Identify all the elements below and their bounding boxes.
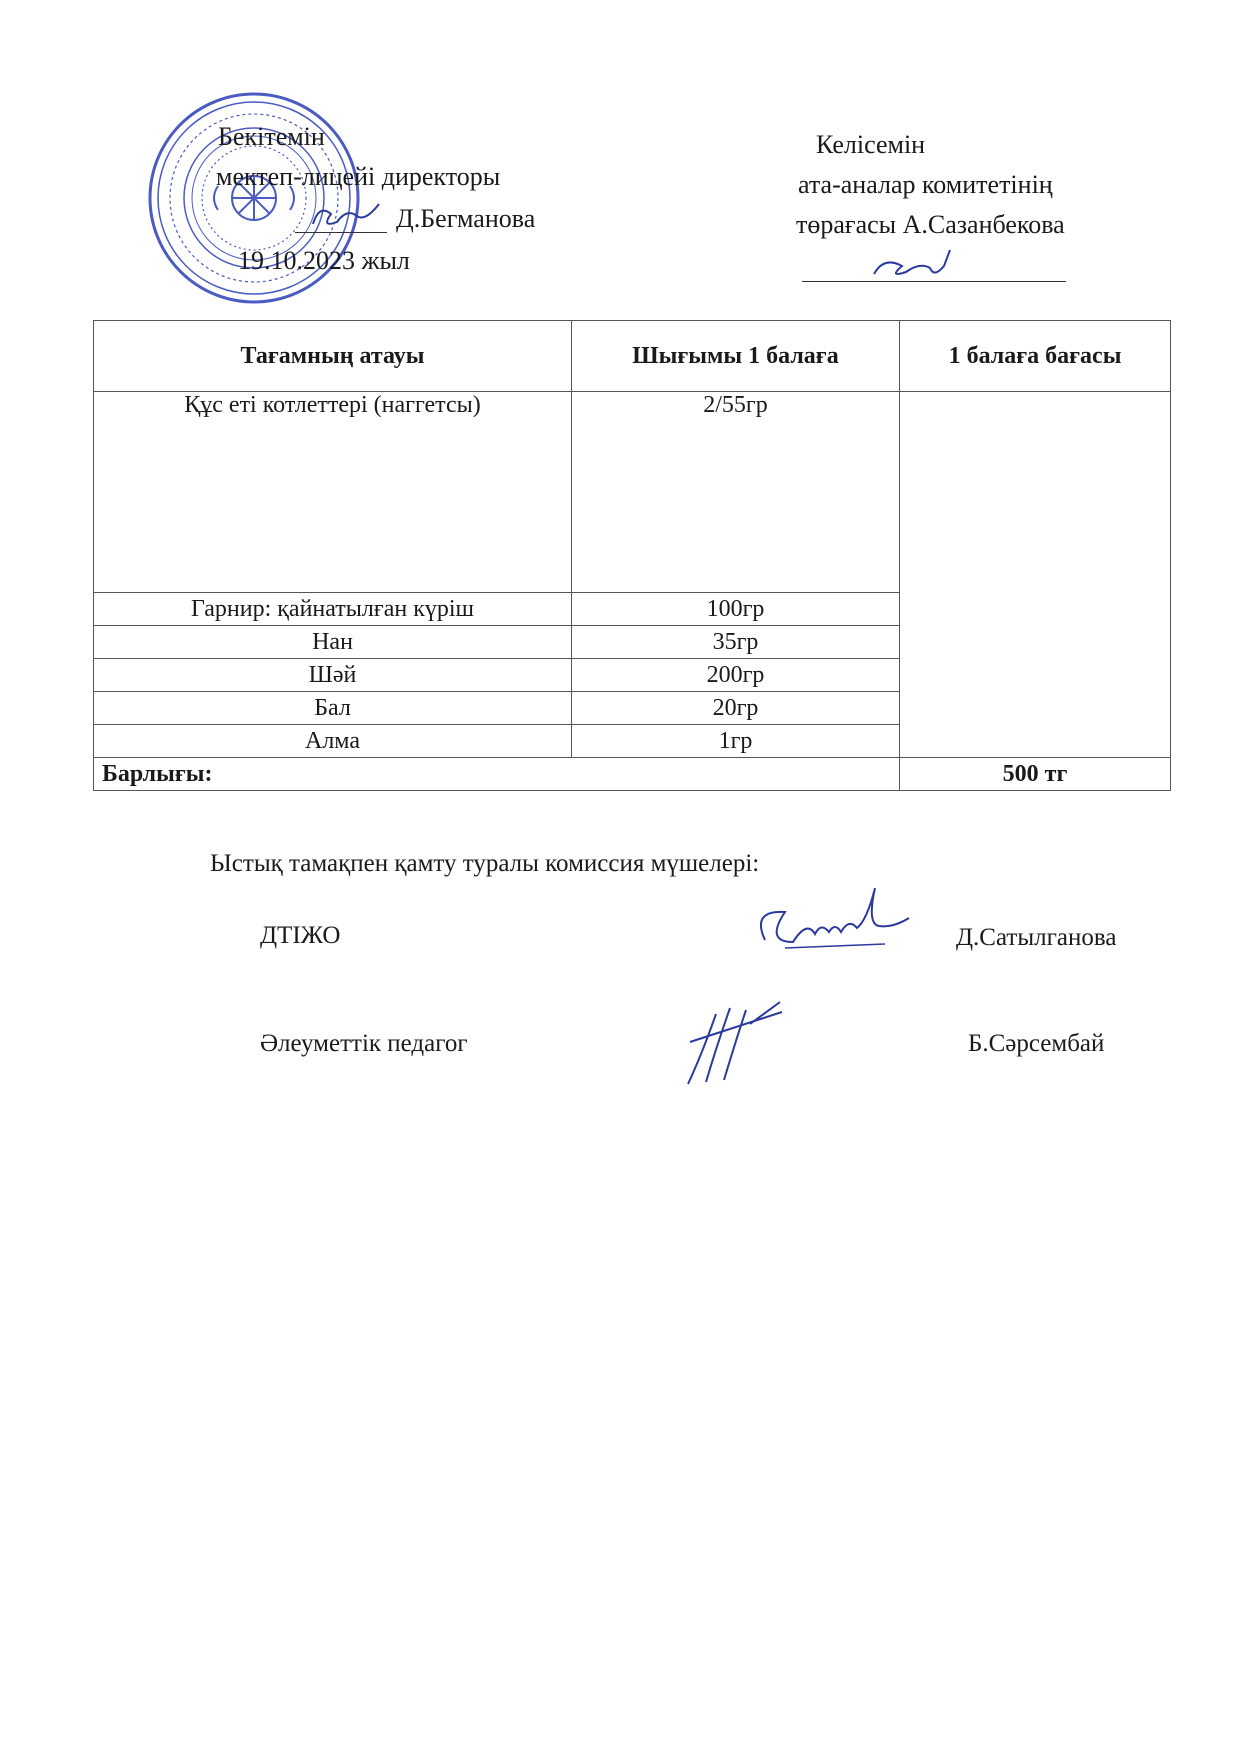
approval-date: 19.10.2023 жыл <box>238 246 410 275</box>
price-cell <box>900 392 1171 758</box>
approval-label: Бекітемін <box>218 122 325 151</box>
dish-name: Алма <box>94 725 572 758</box>
dish-amount: 1гр <box>572 725 900 758</box>
director-title: мектеп-лицейі директоры <box>216 162 501 191</box>
dish-name: Бал <box>94 692 572 725</box>
agreement-label: Келісемін <box>816 130 926 159</box>
member-signature <box>680 994 790 1090</box>
member-name: Д.Сатылганова <box>956 924 1117 951</box>
column-header-dish: Тағамның атауы <box>94 321 572 392</box>
member-signature <box>745 888 915 968</box>
member-role: ДТІЖО <box>260 922 341 949</box>
total-label: Барлығы: <box>94 758 900 791</box>
column-header-price: 1 балаға бағасы <box>900 321 1171 392</box>
total-value: 500 тг <box>900 758 1171 791</box>
dish-name: Нан <box>94 626 572 659</box>
menu-table <box>93 320 1171 791</box>
dish-name: Құс еті котлеттері (наггетсы) <box>94 392 572 593</box>
total-row <box>94 758 1171 791</box>
chair-signature <box>870 248 960 284</box>
dish-amount: 2/55гр <box>572 392 900 593</box>
director-signature <box>305 196 385 236</box>
dish-name: Шәй <box>94 659 572 692</box>
column-header-portion: Шығымы 1 балаға <box>572 321 900 392</box>
member-role: Әлеуметтік педагог <box>260 1030 468 1057</box>
dish-name: Гарнир: қайнатылған күріш <box>94 593 572 626</box>
table-row <box>94 392 1171 593</box>
committee-title: ата-аналар комитетінің <box>798 170 1053 199</box>
committee-chair-name: төрағасы А.Сазанбекова <box>796 210 1065 239</box>
dish-amount: 100гр <box>572 593 900 626</box>
director-name: Д.Бегманова <box>396 204 536 233</box>
dish-amount: 20гр <box>572 692 900 725</box>
dish-amount: 200гр <box>572 659 900 692</box>
table-header-row <box>94 321 1171 392</box>
commission-title: Ыстық тамақпен қамту туралы комиссия мүшелері: <box>210 850 760 877</box>
dish-amount: 35гр <box>572 626 900 659</box>
member-name: Б.Сәрсембай <box>968 1030 1105 1057</box>
